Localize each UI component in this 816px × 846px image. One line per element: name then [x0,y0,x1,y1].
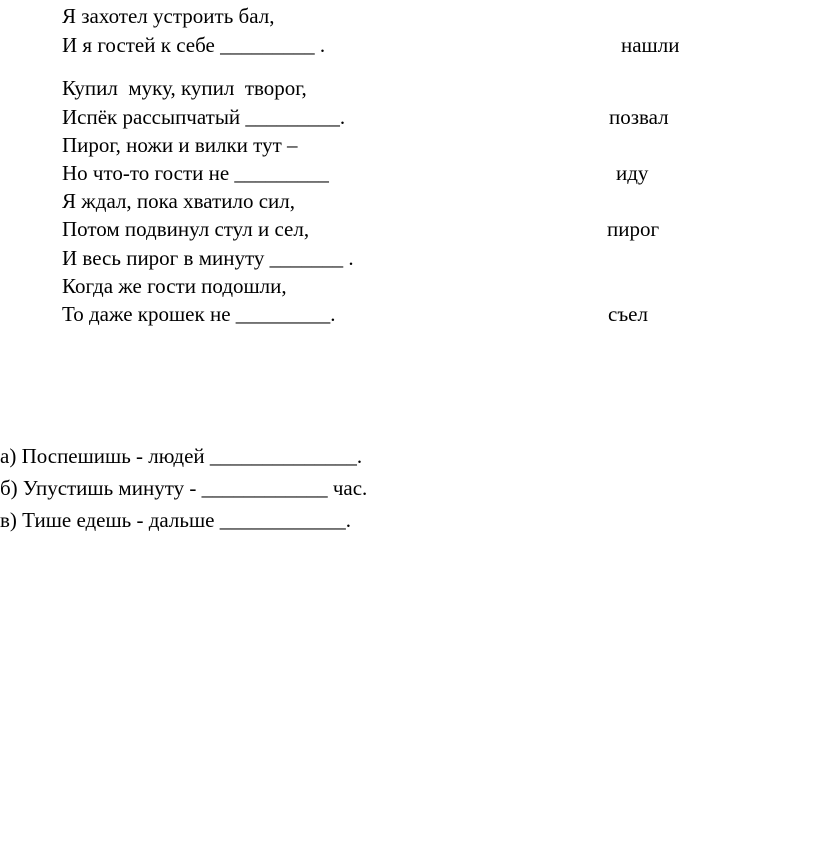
poem-line: И весь пирог в минуту _______ . [62,246,354,270]
word-option: иду [616,161,649,185]
poem-line: Я ждал, пока хватило сил, [62,189,295,213]
word-option: нашли [621,33,680,57]
poem-line: То даже крошек не _________. [62,302,336,326]
poem-line: Когда же гости подошли, [62,274,287,298]
word-option: съел [608,302,648,326]
poem-line: Потом подвинул стул и сел, [62,217,310,241]
poem-line: Испёк рассыпчатый _________. [62,105,346,129]
poem-line: Пирог, ножи и вилки тут – [62,133,298,157]
poem-line: Но что-то гости не _________ [62,161,329,185]
poem-line: И я гостей к себе _________ . [62,33,326,57]
poem-line: Купил муку, купил творог, [62,76,307,100]
proverb-line: а) Поспешишь - людей ______________. [0,444,363,468]
proverb-line: в) Тише едешь - дальше ____________. [0,508,351,532]
word-option: пирог [607,217,660,241]
word-option: позвал [609,105,669,129]
poem-line: Я захотел устроить бал, [62,4,275,28]
proverb-line: б) Упустишь минуту - ____________ час. [0,476,368,500]
